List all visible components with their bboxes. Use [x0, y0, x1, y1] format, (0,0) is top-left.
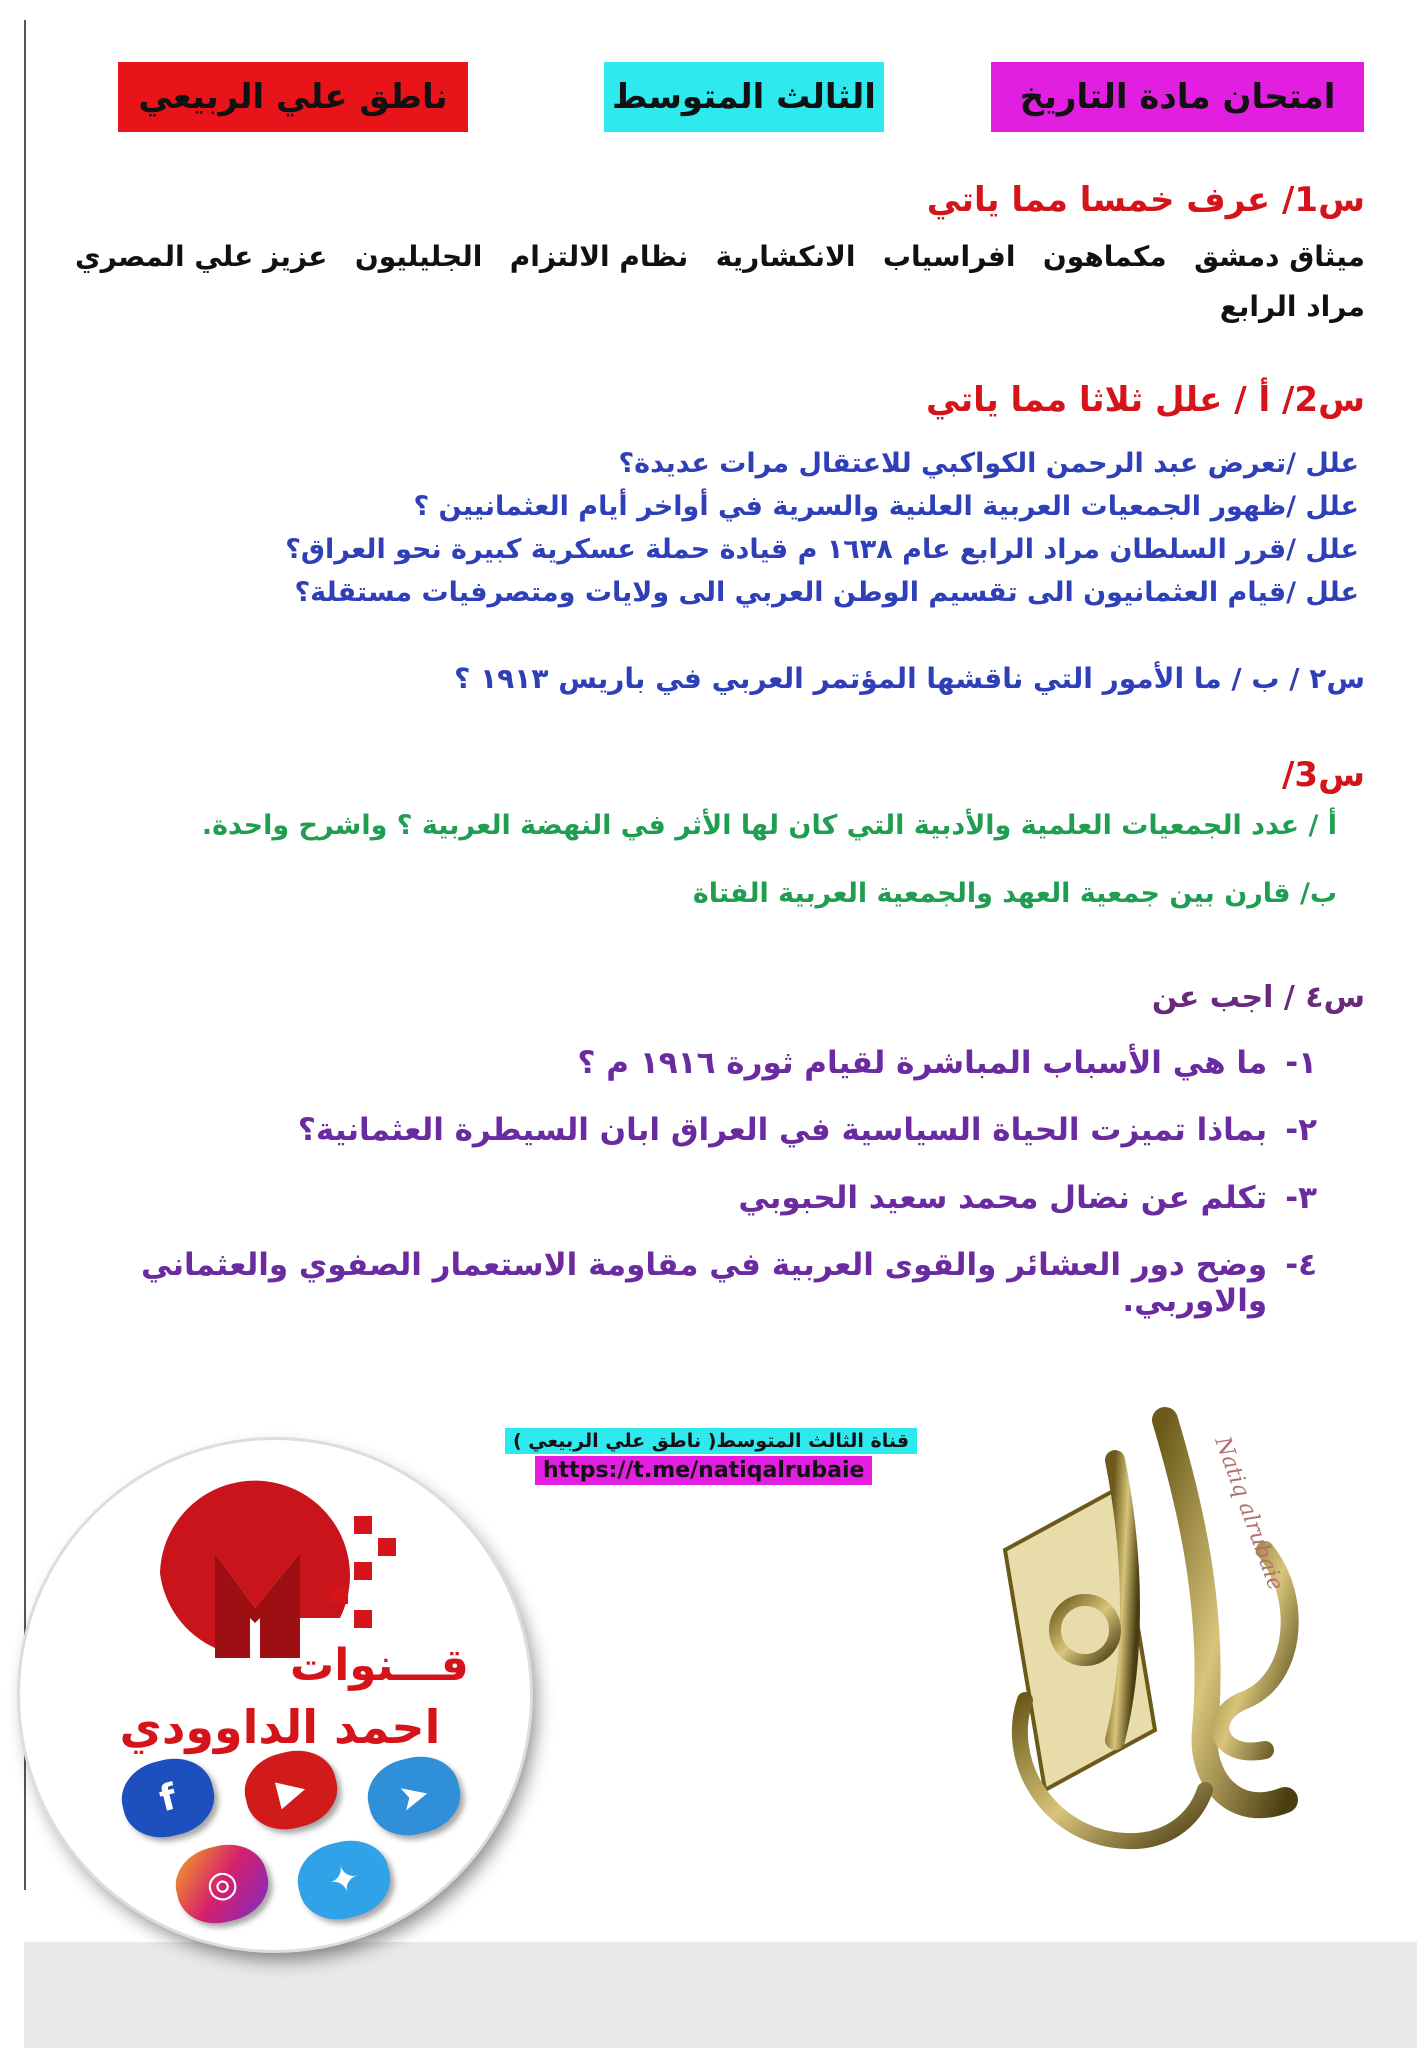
term-item: عزيز علي المصري — [75, 240, 328, 273]
owner-name: احمد الداوودي — [119, 1700, 441, 1754]
q3-a: أ / عدد الجمعيات العلمية والأدبية التي كان لها الأثر في النهضة العربية ؟ واشرح واحدة. — [201, 810, 1337, 841]
q4-item — [0, 1247, 1317, 1319]
term-item: ميثاق دمشق — [1194, 240, 1365, 273]
q4-text: بماذا تميزت الحياة السياسية في العراق ابان السيطرة العثمانية؟ — [297, 1112, 1268, 1148]
q2-title: س2/ أ / علل ثلاثا مما ياتي — [926, 380, 1365, 420]
q1-title: س1/ عرف خمسا مما ياتي — [926, 180, 1365, 220]
grade-banner — [604, 62, 884, 132]
term-item: الجليليون — [354, 240, 483, 273]
term-item: افراسياب — [882, 240, 1016, 273]
q3-b: ب/ قارن بين جمعية العهد والجمعية العربية الفتاة — [692, 878, 1337, 909]
grade-text: الثالث المتوسط — [612, 77, 876, 117]
q1-terms — [75, 240, 1365, 273]
teacher-banner — [118, 62, 468, 132]
q4-item — [298, 1112, 1317, 1148]
term-item: الانكشارية — [715, 240, 856, 273]
exam-subject-banner — [991, 62, 1364, 132]
calligraphy-latin-text: Natiq alrubaie — [1209, 1433, 1289, 1594]
channel-info — [505, 1428, 950, 1485]
twitter-icon[interactable]: ✦ — [290, 1832, 398, 1928]
youtube-icon[interactable]: ▶ — [237, 1742, 345, 1838]
q4-text: ما هي الأسباب المباشرة لقيام ثورة ١٩١٦ م ؟ — [577, 1045, 1268, 1081]
q4-title: س٤ / اجب عن — [1151, 980, 1365, 1015]
q2-b: س٢ / ب / ما الأمور التي ناقشها المؤتمر العربي في باريس ١٩١٣ ؟ — [454, 662, 1365, 695]
instagram-icon[interactable]: ◎ — [168, 1836, 276, 1932]
q2-item: علل /ظهور الجمعيات العربية العلنية والسرية في أواخر أيام العثمانيين ؟ — [413, 491, 1359, 522]
q4-item — [578, 1045, 1317, 1081]
calligraphy-logo — [965, 1400, 1335, 1870]
term-item: نظام الالتزام — [509, 240, 689, 273]
q2-list — [259, 442, 1359, 614]
teacher-text: ناطق علي الربيعي — [138, 77, 448, 117]
q4-number: ٢- — [1285, 1112, 1317, 1148]
q4-text: تكلم عن نضال محمد سعيد الحبوبي — [738, 1180, 1268, 1216]
q2-item: علل /قرر السلطان مراد الرابع عام ١٦٣٨ م قيادة حملة عسكرية كبيرة نحو العراق؟ — [285, 534, 1359, 565]
q4-number: ٤- — [1285, 1247, 1317, 1283]
q2-item: علل /تعرض عبد الرحمن الكواكبي للاعتقال مرات عديدة؟ — [618, 448, 1359, 479]
q2-item: علل /قيام العثمانيون الى تقسيم الوطن العربي الى ولايات ومتصرفيات مستقلة؟ — [294, 577, 1359, 608]
left-margin-line — [24, 20, 26, 1890]
footer-band — [24, 1942, 1417, 2048]
telegram-icon[interactable]: ➤ — [360, 1748, 468, 1844]
channel-link[interactable]: https://t.me/natiqalrubaie — [535, 1456, 872, 1485]
q3-title: س3/ — [1281, 755, 1365, 795]
q4-item — [738, 1180, 1317, 1216]
term-item: مكماهون — [1042, 240, 1167, 273]
q4-text: وضح دور العشائر والقوى العربية في مقاومة الاستعمار الصفوي والعثماني والاوربي. — [141, 1247, 1268, 1319]
channel-name: قناة الثالث المتوسط( ناطق علي الربيعي ) — [505, 1428, 917, 1454]
q4-number: ٣- — [1285, 1180, 1317, 1216]
term-item: مراد الرابع — [1219, 290, 1365, 323]
exam-subject-text: امتحان مادة التاريخ — [1019, 77, 1336, 117]
q4-number: ١- — [1285, 1045, 1317, 1081]
channels-label: قـــنوات — [290, 1640, 469, 1691]
facebook-icon[interactable]: f — [114, 1750, 222, 1846]
